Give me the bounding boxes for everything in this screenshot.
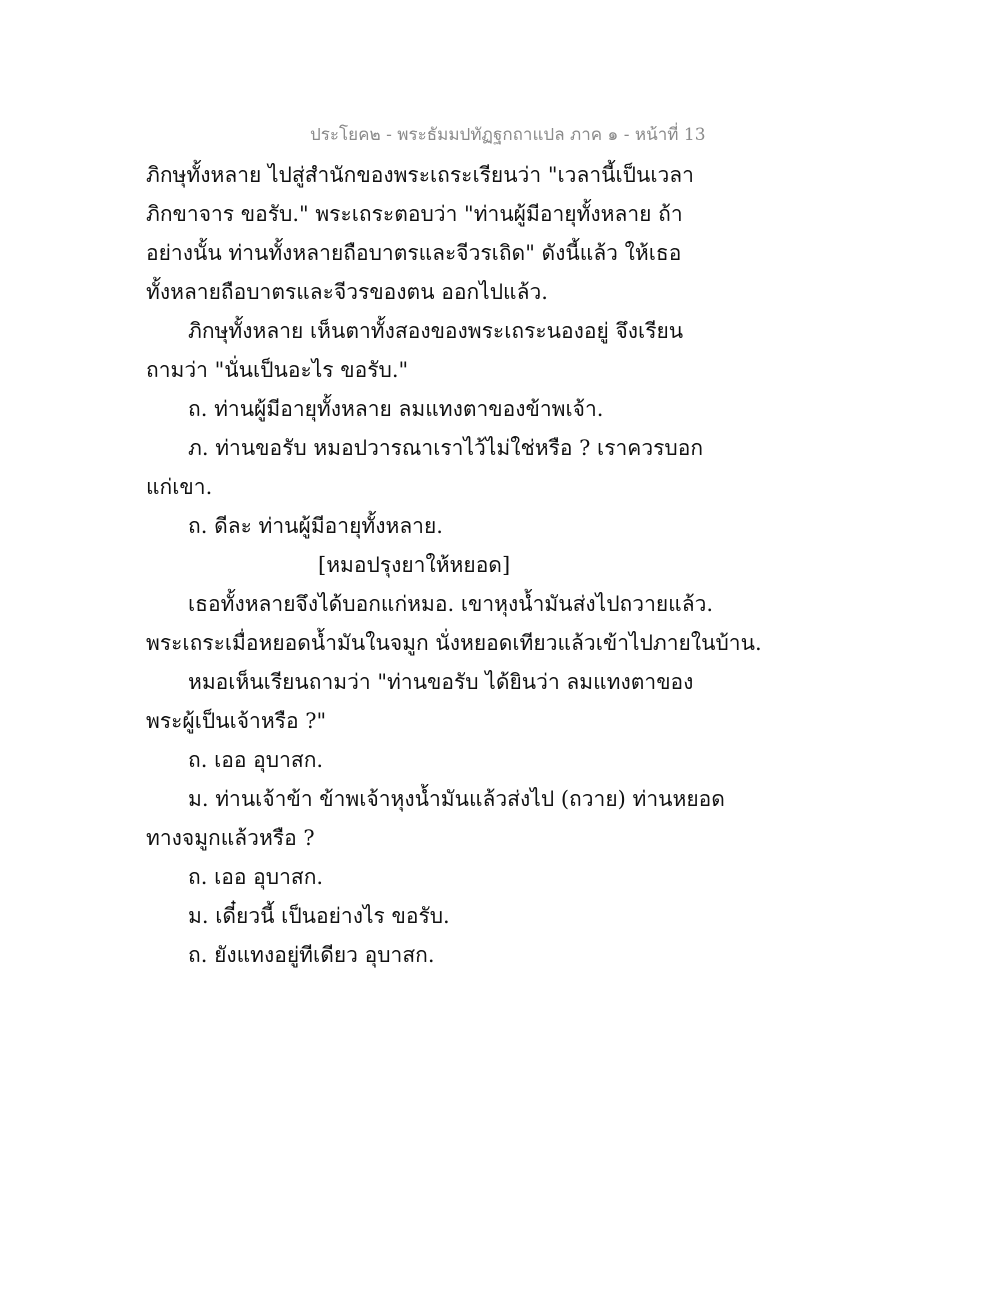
text-line: อย่างนั้น ท่านทั้งหลายถือบาตรและจีวรเถิด" ดังนี้แล้ว ให้เธอ [146, 241, 682, 265]
text-line: ทางจมูกแล้วหรือ ? [146, 826, 315, 850]
dialogue-line: ม. ท่านเจ้าข้า ข้าพเจ้าหุงน้ำมันแล้วส่งไป (ถวาย) ท่านหยอด [188, 787, 725, 811]
dialogue-line: ถ. ท่านผู้มีอายุทั้งหลาย ลมแทงตาของข้าพเจ้า. [188, 397, 604, 421]
text-line: ภิกษุทั้งหลาย ไปสู่สำนักของพระเถระเรียนว่า "เวลานี้เป็นเวลา [146, 163, 694, 187]
text-line: พระเถระเมื่อหยอดน้ำมันในจมูก นั่งหยอดเทียวแล้วเข้าไปภายในบ้าน. [146, 631, 762, 655]
dialogue-line: ถ. เออ อุบาสก. [188, 865, 324, 889]
dialogue-line: ภ. ท่านขอรับ หมอปวารณาเราไว้ไม่ใช่หรือ ? เราควรบอก [188, 436, 704, 460]
text-line: พระผู้เป็นเจ้าหรือ ?" [146, 709, 327, 733]
text-line: ภิกขาจาร ขอรับ." พระเถระตอบว่า "ท่านผู้มีอายุทั้งหลาย ถ้า [146, 202, 683, 226]
text-line: เธอทั้งหลายจึงได้บอกแก่หมอ. เขาหุงน้ำมันส่งไปถวายแล้ว. [188, 592, 714, 616]
dialogue-line: ถ. ดีละ ท่านผู้มีอายุทั้งหลาย. [188, 514, 443, 538]
text-line: ภิกษุทั้งหลาย เห็นตาทั้งสองของพระเถระนองอยู่ จึงเรียน [188, 319, 684, 343]
dialogue-line: ถ. ยังแทงอยู่ทีเดียว อุบาสก. [188, 943, 435, 967]
section-heading: [หมอปรุงยาให้หยอด] [318, 553, 511, 577]
dialogue-line: ม. เดี๋ยวนี้ เป็นอย่างไร ขอรับ. [188, 904, 450, 928]
running-header: ประโยค๒ - พระธัมมปทัฏฐกถาแปล ภาค ๑ - หน้าที่ 13 [310, 125, 706, 145]
body-text [146, 156, 762, 975]
text-line: หมอเห็นเรียนถามว่า "ท่านขอรับ ได้ยินว่า ลมแทงตาของ [188, 670, 694, 694]
text-line: ทั้งหลายถือบาตรและจีวรของตน ออกไปแล้ว. [146, 280, 548, 304]
dialogue-line: ถ. เออ อุบาสก. [188, 748, 324, 772]
text-line: แก่เขา. [146, 475, 213, 499]
text-line: ถามว่า "นั่นเป็นอะไร ขอรับ." [146, 358, 409, 382]
